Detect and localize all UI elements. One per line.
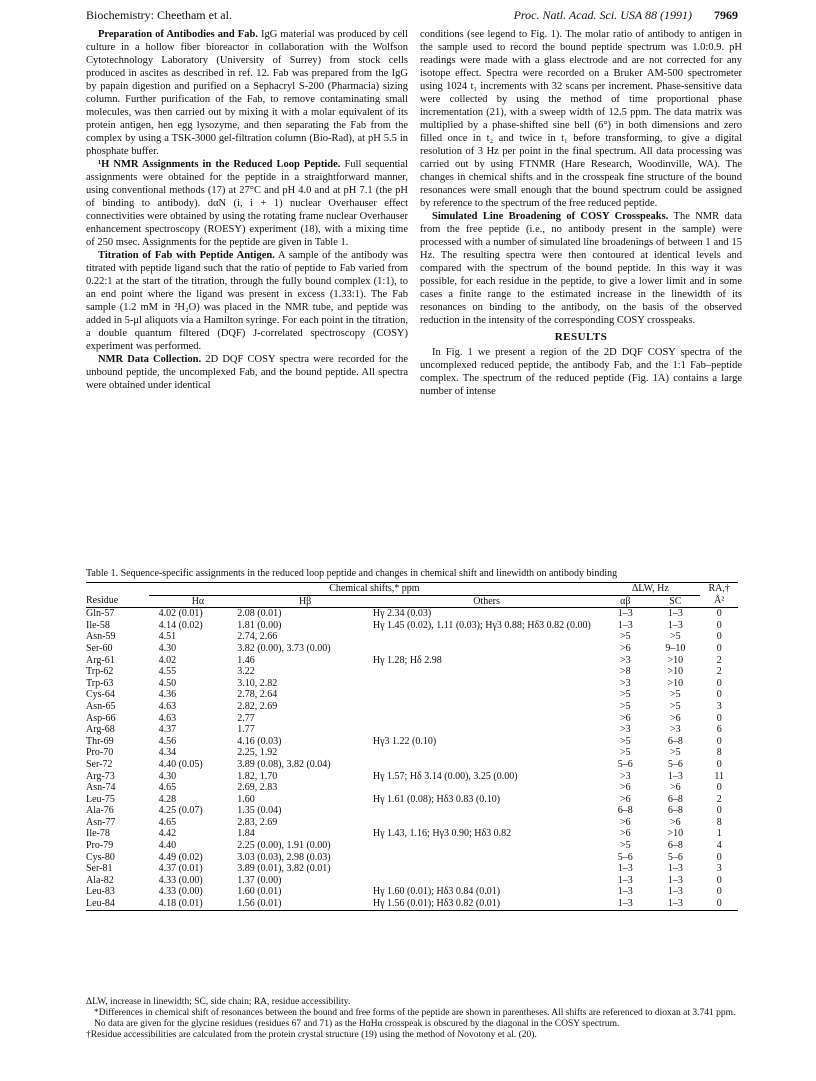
paragraph-data-collection — [86, 353, 408, 392]
cell-h-alpha: 4.49 (0.02) — [158, 851, 203, 863]
cell-ra: 0 — [700, 898, 738, 910]
heading-line-broadening: Simulated Line Broadening of COSY Crosspeaks. — [432, 211, 669, 222]
table-row — [86, 747, 738, 759]
text-data-collection-cont: conditions (see legend to Fig. 1). The molar ratio of antibody to antigen in the sample used to record the bound peptide spectrum was 1.0:0.9. pH readings were made with a glass electrode and are not corrected for any isotope effect. Spectra were recorded on a Bruker AM-500 spectrometer using 1024 t₁ increments with 32 scans per increment. Phase-sensitive data were collected by using the method of time proportional phase incrementation (21), with a sweep width of 12.5 ppm. The data matrix was multiplied by a phase-shifted sine bell (6°) in both dimensions and zero filled once in t₂ and twice in t₁ before transforming, to give a digital resolution of 3 Hz per point in the final spectrum. All data processing was carried out by using FTNMR (Hare Research, Woodinville, WA). The changes in chemical shifts and in the crosspeak fine structure of the bound resonances were small enough that the bound spectrum could be assigned by reference to the spectrum of the free reduced peptide. — [420, 29, 742, 209]
cell-h-alpha: 4.34 — [158, 747, 177, 759]
cell-others — [373, 713, 600, 725]
table-row — [86, 620, 738, 632]
table-footnotes — [86, 997, 738, 1041]
cell-ra: 11 — [714, 770, 725, 782]
cell-h-alpha: 4.50 — [158, 677, 177, 689]
cell-ra: 8 — [716, 747, 722, 759]
cell-dlw-side-chain: 6–8 — [667, 735, 683, 747]
cell-others: Hγ 1.60 (0.01); Hδ3 0.84 (0.01) — [372, 886, 501, 898]
table-body — [86, 608, 738, 910]
cell-ra: 0 — [716, 689, 722, 701]
cell-others: Hγ 1.28; Hδ 2.98 — [372, 654, 442, 666]
heading-titration: Titration of Fab with Peptide Antigen. — [98, 250, 275, 261]
table-row — [86, 852, 738, 864]
cell-others: Hγ 2.34 (0.03) — [372, 608, 432, 620]
cell-h-beta: 4.16 (0.03) — [237, 735, 282, 747]
cell-h-beta: 2.25 (0.00), 1.91 (0.00) — [237, 840, 331, 852]
cell-ra: 0 — [716, 782, 722, 794]
cell-residue: Cys-80 — [86, 851, 115, 863]
cell-ra: 0 — [716, 642, 722, 654]
cell-others — [373, 724, 600, 736]
assignments-table — [86, 582, 738, 911]
table-row — [86, 736, 738, 748]
text-titration: A sample of the antibody was titrated with peptide ligand such that the ratio of peptide to Fab varied from 0.22:1 at the start of the titration, through the fully bound complex (1:1), to an end point where the ligand was present in excess (1.33:1). The Fab sample (1.2 mM in ²H₂O) was placed in the NMR tube, and peptide was added in 5-μl aliquots via a Hamilton syringe. For each point in the titration, a double quantum filtered (DQF) J-correlated spectroscopy (COSY) experiment was performed. — [86, 250, 408, 352]
cell-dlw-alpha-beta: >6 — [619, 828, 631, 840]
cell-others — [373, 840, 600, 852]
cell-others — [373, 666, 600, 678]
cell-ra: 0 — [716, 851, 722, 863]
cell-others — [373, 747, 600, 759]
cell-residue: Asn-65 — [86, 700, 116, 712]
cell-ra: 3 — [716, 700, 722, 712]
cell-dlw-alpha-beta: >3 — [619, 770, 631, 782]
cell-dlw-side-chain: >6 — [670, 816, 681, 828]
cell-h-alpha: 4.18 (0.01) — [149, 898, 238, 910]
cell-h-alpha: 4.65 — [158, 782, 177, 794]
cell-dlw-alpha-beta: >6 — [619, 642, 631, 654]
group-delta-lw: ΔLW, Hz — [600, 583, 700, 596]
cell-ra: 0 — [716, 758, 722, 770]
cell-h-alpha: 4.40 (0.05) — [158, 758, 203, 770]
cell-ra: 2 — [716, 666, 722, 678]
cell-residue: Cys-64 — [86, 689, 115, 701]
table-row — [86, 782, 738, 794]
cell-ra: 0 — [716, 712, 722, 724]
text-antibodies: IgG material was produced by cell culture in a hollow fiber bioreactor in collaboration with the Wolfson Cytotechnology Laboratory (University of Surrey) from stock cells produced in ascites as described in ref. 12. Fab was prepared from the IgG by papain digestion and purified on a Sephacryl S-200 (Pharmacia) sizing column. Further purification of the Fab, to remove contaminating small molecules, was then carried out by mixing it with a molar equivalent of its protein antigen, hen egg lysozyme, and then separating the Fab from the complex by using a TSK-3000 gel-filtration column (Bio-Rad), at pH 5.5 in phosphate buffer. — [86, 29, 408, 157]
cell-dlw-alpha-beta: >5 — [619, 631, 631, 643]
cell-ra: 6 — [716, 724, 722, 736]
header-journal-block — [514, 8, 738, 23]
cell-h-alpha: 4.36 — [158, 689, 177, 701]
cell-h-beta: 2.77 — [237, 712, 255, 724]
cell-ra: 0 — [716, 874, 722, 886]
cell-ra: 2 — [716, 793, 722, 805]
cell-dlw-alpha-beta: >3 — [619, 677, 631, 689]
cell-dlw-alpha-beta: 1–3 — [617, 619, 633, 631]
cell-dlw-alpha-beta: 1–3 — [617, 886, 633, 898]
cell-h-alpha: 4.40 — [158, 840, 177, 852]
cell-h-beta: 1.56 (0.01) — [237, 898, 373, 910]
cell-dlw-alpha-beta: 1–3 — [617, 874, 633, 886]
col-ra: RA,† — [700, 583, 738, 596]
cell-others — [373, 863, 600, 875]
cell-residue: Ile-78 — [86, 828, 110, 840]
cell-dlw-side-chain: >6 — [670, 782, 681, 794]
cell-residue: Arg-68 — [86, 724, 115, 736]
table-row — [86, 713, 738, 725]
footnote-chemical-shift: *Differences in chemical shift of resonances between the bound and free forms of the peptide are shown in parentheses. All shifts are referenced to dioxan at 3.741 ppm. No data are given for the glycine residues (residues 67 and 71) as the HαHα crosspeak is obscured by the diagonal in the COSY spectrum. — [94, 1008, 736, 1029]
running-header — [86, 8, 738, 26]
text-data-collection: 2D DQF COSY spectra were recorded for the unbound peptide, the uncomplexed Fab, and the bound peptide. All spectra were obtained under identical — [86, 354, 408, 391]
cell-others — [373, 782, 600, 794]
cell-dlw-side-chain: >10 — [667, 828, 684, 840]
table-row — [86, 655, 738, 667]
cell-h-alpha: 4.56 — [158, 735, 177, 747]
cell-dlw-side-chain: 5–6 — [667, 851, 683, 863]
cell-h-alpha: 4.63 — [158, 712, 177, 724]
table-caption: Table 1. Sequence-specific assignments in the reduced loop peptide and changes in chemical shift and linewidth on antibody binding — [86, 568, 618, 579]
cell-dlw-alpha-beta: >6 — [619, 712, 631, 724]
cell-h-beta: 1.37 (0.00) — [237, 874, 282, 886]
cell-h-alpha: 4.55 — [158, 666, 177, 678]
cell-ra: 0 — [716, 631, 722, 643]
table-column-header — [86, 595, 738, 608]
cell-dlw-alpha-beta: >5 — [619, 735, 631, 747]
cell-residue: Ala-82 — [86, 874, 114, 886]
cell-dlw-side-chain: 5–6 — [667, 758, 683, 770]
cell-h-alpha: 4.51 — [158, 631, 177, 643]
cell-ra: 0 — [716, 805, 722, 817]
cell-residue: Ile-58 — [86, 619, 110, 631]
footnote-abbrev: ΔLW, increase in linewidth; SC, side chain; RA, residue accessibility. — [86, 997, 351, 1007]
paragraph-nmr-assignments — [86, 158, 408, 249]
cell-dlw-alpha-beta: >5 — [619, 840, 631, 852]
table-row — [86, 631, 738, 643]
cell-h-beta: 3.89 (0.01), 3.82 (0.01) — [237, 863, 331, 875]
cell-dlw-side-chain: >10 — [667, 677, 684, 689]
cell-others — [373, 875, 600, 887]
cell-h-alpha: 4.63 — [158, 700, 177, 712]
cell-h-beta: 1.46 — [237, 654, 255, 666]
col-h-beta: Hβ — [237, 595, 373, 608]
table-row — [86, 840, 738, 852]
cell-others: Hγ 1.43, 1.16; Hγ3 0.90; Hδ3 0.82 — [372, 828, 512, 840]
cell-h-beta: 1.84 — [237, 828, 255, 840]
page-number: 7969 — [714, 8, 738, 22]
cell-dlw-side-chain: 1–3 — [667, 619, 683, 631]
cell-h-beta: 3.82 (0.00), 3.73 (0.00) — [237, 642, 331, 654]
table-row — [86, 898, 738, 910]
cell-h-alpha: 4.25 (0.07) — [158, 805, 203, 817]
cell-ra: 0 — [716, 677, 722, 689]
cell-dlw-side-chain: 6–8 — [667, 840, 683, 852]
cell-dlw-alpha-beta: 1–3 — [600, 898, 650, 910]
table-row — [86, 817, 738, 829]
cell-h-alpha: 4.14 (0.02) — [158, 619, 203, 631]
cell-dlw-side-chain: >5 — [670, 747, 681, 759]
right-column — [420, 28, 742, 566]
heading-data-collection: NMR Data Collection. — [98, 354, 202, 365]
paragraph-titration — [86, 249, 408, 353]
cell-h-alpha: 4.30 — [158, 642, 177, 654]
cell-dlw-alpha-beta: 1–3 — [617, 863, 633, 875]
cell-dlw-alpha-beta: >3 — [619, 724, 631, 736]
table-row — [86, 771, 738, 783]
cell-residue: Ala-76 — [86, 805, 114, 817]
cell-dlw-side-chain: 9–10 — [665, 642, 686, 654]
col-residue: Residue — [86, 595, 149, 608]
text-nmr-assignments: Full sequential assignments were obtained for the peptide in a straightforward manner, using conventional methods (17) at 27°C and pH 4.0 and at pH 7.1 (the pH of binding to antibody). dαN (i, i + 1) nuclear Overhauser effect connectivities were obtained by using the rotating frame nuclear Overhauser enhancement spectroscopy (ROESY) experiment (18), with a mixing time of 250 msec. Assignments for the peptide are given in Table 1. — [86, 159, 408, 248]
paragraph-results: In Fig. 1 we present a region of the 2D DQF COSY spectra of the uncomplexed reduced peptide, the antibody Fab, and the 1:1 Fab–peptide complex. The spectrum of the reduced peptide (Fig. 1A) contains a large number of intense — [420, 347, 742, 397]
cell-dlw-side-chain: 1–3 — [667, 608, 683, 620]
cell-h-beta: 1.60 — [237, 793, 255, 805]
table-row — [86, 805, 738, 817]
cell-others — [373, 805, 600, 817]
cell-h-beta: 1.82, 1.70 — [237, 770, 278, 782]
results-heading: RESULTS — [554, 331, 608, 343]
table-row — [86, 828, 738, 840]
cell-dlw-alpha-beta: >5 — [619, 689, 631, 701]
cell-dlw-alpha-beta: >6 — [619, 816, 631, 828]
cell-dlw-side-chain: >3 — [670, 724, 681, 736]
text-line-broadening: The NMR data from the free peptide (i.e., no antibody present in the sample) were processed with a number of simulated line broadenings of between 1 and 15 Hz. The resulting spectra were then contoured at identical levels and compared with the spectrum of the bound peptide. In this way it was possible, for each residue in the peptide, to give a lower limit and in some cases a finite range to the estimated increase in the linewidth of its resonances on binding to the antibody, on the basis of the observed reduction in the intensity of the corresponding COSY crosspeaks. — [420, 211, 742, 326]
cell-ra: 3 — [716, 863, 722, 875]
table-row — [86, 724, 738, 736]
cell-dlw-alpha-beta: 6–8 — [617, 805, 633, 817]
table-row — [86, 875, 738, 887]
cell-h-beta: 2.74, 2.66 — [237, 631, 278, 643]
cell-h-alpha: 4.02 — [158, 654, 177, 666]
cell-dlw-side-chain: 1–3 — [667, 886, 683, 898]
cell-dlw-side-chain: 1–3 — [667, 770, 683, 782]
cell-dlw-alpha-beta: >8 — [619, 666, 631, 678]
cell-others: Hγ 1.57; Hδ 3.14 (0.00), 3.25 (0.00) — [372, 770, 518, 782]
cell-h-beta: 3.10, 2.82 — [237, 677, 278, 689]
cell-dlw-alpha-beta: >3 — [619, 654, 631, 666]
cell-ra: 0 — [716, 735, 722, 747]
heading-antibodies: Preparation of Antibodies and Fab. — [98, 29, 258, 40]
left-column — [86, 28, 408, 566]
cell-residue: Arg-73 — [86, 770, 115, 782]
table-row — [86, 759, 738, 771]
cell-ra: 1 — [716, 828, 722, 840]
cell-residue: Asn-74 — [86, 782, 116, 794]
cell-residue: Pro-79 — [86, 840, 114, 852]
cell-h-beta: 2.83, 2.69 — [237, 816, 278, 828]
cell-h-alpha: 4.02 (0.01) — [158, 608, 203, 620]
cell-h-beta: 3.03 (0.03), 2.98 (0.03) — [237, 851, 331, 863]
cell-h-beta: 1.77 — [237, 724, 255, 736]
cell-residue: Trp-62 — [86, 666, 114, 678]
cell-h-alpha: 4.37 — [158, 724, 177, 736]
cell-dlw-side-chain: >10 — [667, 654, 684, 666]
cell-h-beta: 1.35 (0.04) — [237, 805, 282, 817]
cell-residue: Ser-60 — [86, 642, 113, 654]
cell-h-beta: 3.22 — [237, 666, 255, 678]
paragraph-antibodies — [86, 28, 408, 158]
cell-dlw-alpha-beta: >5 — [619, 747, 631, 759]
cell-others — [373, 678, 600, 690]
col-h-alpha: Hα — [149, 595, 238, 608]
table-row — [86, 863, 738, 875]
cell-dlw-alpha-beta: >6 — [619, 782, 631, 794]
cell-others — [373, 759, 600, 771]
col-others: Others — [373, 595, 600, 608]
group-chemical-shifts: Chemical shifts,* ppm — [149, 583, 601, 596]
cell-dlw-side-chain: >5 — [670, 631, 681, 643]
cell-dlw-side-chain: >5 — [670, 689, 681, 701]
cell-h-beta: 2.25, 1.92 — [237, 747, 278, 759]
cell-h-beta: 1.81 (0.00) — [237, 619, 282, 631]
header-journal: Proc. Natl. Acad. Sci. USA 88 (1991) — [513, 8, 692, 22]
cell-residue: Pro-70 — [86, 747, 114, 759]
cell-ra: 8 — [716, 816, 722, 828]
cell-dlw-side-chain: 1–3 — [667, 863, 683, 875]
cell-h-alpha: 4.33 (0.00) — [158, 886, 203, 898]
cell-others: Hγ 1.56 (0.01); Hδ3 0.82 (0.01) — [373, 898, 600, 910]
cell-dlw-side-chain: >10 — [667, 666, 684, 678]
cell-others — [373, 643, 600, 655]
cell-ra: 0 — [716, 886, 722, 898]
cell-residue: Leu-75 — [86, 793, 115, 805]
cell-dlw-side-chain: 1–3 — [667, 874, 683, 886]
cell-h-beta: 1.60 (0.01) — [237, 886, 282, 898]
table-row — [86, 678, 738, 690]
cell-dlw-alpha-beta: 5–6 — [617, 851, 633, 863]
cell-others — [373, 817, 600, 829]
cell-dlw-alpha-beta: 1–3 — [617, 608, 633, 620]
cell-dlw-side-chain: >6 — [670, 712, 681, 724]
heading-nmr-assignments: ¹H NMR Assignments in the Reduced Loop Peptide. — [98, 159, 341, 170]
cell-dlw-alpha-beta: >6 — [619, 793, 631, 805]
cell-dlw-alpha-beta: >5 — [619, 700, 631, 712]
cell-h-alpha: 4.37 (0.01) — [158, 863, 203, 875]
cell-dlw-side-chain: 1–3 — [650, 898, 700, 910]
cell-h-alpha: 4.65 — [158, 816, 177, 828]
cell-residue: Gln-57 — [86, 608, 115, 620]
cell-residue: Asn-77 — [86, 816, 116, 828]
footnote-accessibility: †Residue accessibilities are calculated from the protein crystal structure (19) using the method of Novotony et al. (20). — [86, 1030, 537, 1040]
cell-ra: 0 — [716, 608, 722, 620]
col-side-chain: SC — [650, 595, 700, 608]
col-alpha-beta: αβ — [600, 595, 650, 608]
paragraph-line-broadening — [420, 210, 742, 327]
cell-residue: Asp-66 — [86, 712, 116, 724]
cell-residue: Ser-72 — [86, 758, 113, 770]
cell-dlw-alpha-beta: 5–6 — [617, 758, 633, 770]
table-row — [86, 701, 738, 713]
cell-others — [373, 689, 600, 701]
cell-dlw-side-chain: 6–8 — [667, 805, 683, 817]
cell-residue: Trp-63 — [86, 677, 114, 689]
cell-h-beta: 2.08 (0.01) — [237, 608, 282, 620]
table-row — [86, 608, 738, 620]
cell-others: Hγ 1.45 (0.02), 1.11 (0.03); Hγ3 0.88; Hδ3 0.82 (0.00) — [372, 619, 591, 631]
cell-h-alpha: 4.33 (0.00) — [158, 874, 203, 886]
cell-others: Hγ 1.61 (0.08); Hδ3 0.83 (0.10) — [372, 793, 501, 805]
cell-h-alpha: 4.30 — [158, 770, 177, 782]
cell-h-beta: 3.89 (0.08), 3.82 (0.04) — [237, 758, 331, 770]
table-row — [86, 689, 738, 701]
cell-ra: 4 — [716, 840, 722, 852]
cell-others — [373, 852, 600, 864]
table-row — [86, 666, 738, 678]
cell-h-beta: 2.82, 2.69 — [237, 700, 278, 712]
table-row — [86, 886, 738, 898]
cell-residue: Leu-84 — [86, 898, 149, 910]
cell-h-beta: 2.69, 2.83 — [237, 782, 278, 794]
col-ra-unit: Å² — [700, 595, 738, 608]
cell-residue: Thr-69 — [86, 735, 114, 747]
cell-ra: 2 — [716, 654, 722, 666]
header-authors: Biochemistry: Cheetham et al. — [86, 8, 232, 22]
cell-residue: Arg-61 — [86, 654, 115, 666]
table-row — [86, 794, 738, 806]
cell-others — [373, 631, 600, 643]
cell-dlw-side-chain: >5 — [670, 700, 681, 712]
cell-others: Hγ3 1.22 (0.10) — [372, 735, 437, 747]
cell-h-beta: 2.78, 2.64 — [237, 689, 278, 701]
cell-residue: Asn-59 — [86, 631, 116, 643]
cell-others — [373, 701, 600, 713]
cell-residue: Ser-81 — [86, 863, 113, 875]
cell-ra: 0 — [716, 619, 722, 631]
cell-dlw-side-chain: 6–8 — [667, 793, 683, 805]
cell-h-alpha: 4.42 — [158, 828, 177, 840]
table-row — [86, 643, 738, 655]
cell-residue: Leu-83 — [86, 886, 115, 898]
table-group-header — [86, 583, 738, 596]
cell-h-alpha: 4.28 — [158, 793, 177, 805]
